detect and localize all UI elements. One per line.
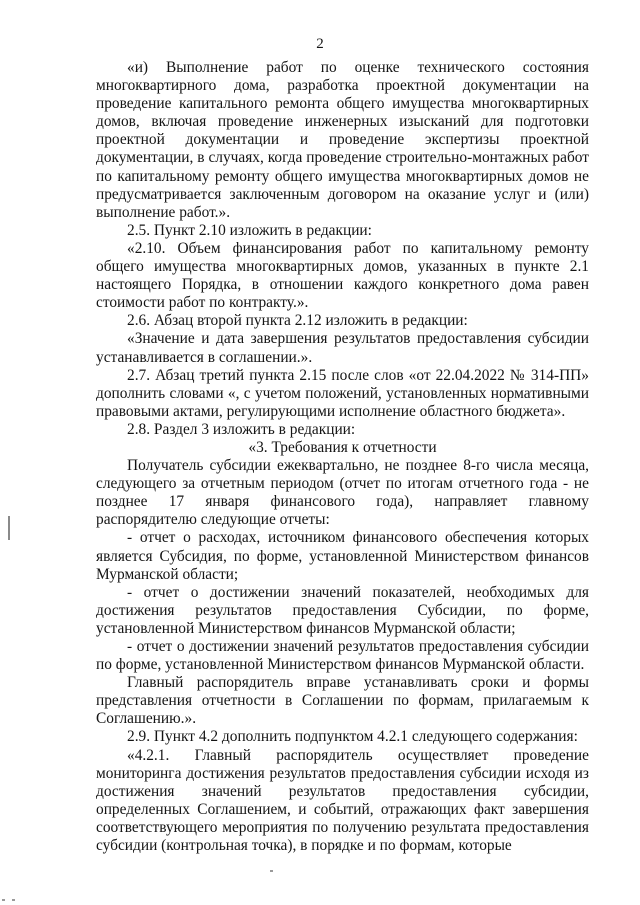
paragraph-item-i: «и) Выполнение работ по оценке технического состояния многоквартирного дома, разработка проектной документации на проведение капитального ремонта общего имущества многоквартирных домов, включая проведение инженерных изысканий для подготовки проектной документации и проведение экспертизы проектной документации, в случаях, когда проведение строительно-монтажных работ по капитальному ремонту общего имущества многоквартирных домов не предусматривается заключенным договором на оказание услуг и (или) выполнение работ.».	[96, 59, 589, 221]
scan-artifact-dot	[12, 899, 15, 901]
paragraph-2-7: 2.7. Абзац третий пункта 2.15 после слов «от 22.04.2022 № 314-ПП» дополнить словами «, с учетом положений, установленных нормативными правовыми актами, регулирующими исполнение областного бюджета».	[96, 366, 589, 420]
page-number: 2	[316, 36, 324, 52]
scan-artifact-mark	[8, 516, 10, 540]
paragraph-2-10-text: «2.10. Объем финансирования работ по капитальному ремонту общего имущества многоквартирных домов, указанных в пункте 2.1 настоящего Порядка, в отношении каждого конкретного дома равен стоимости работ по контракту.».	[96, 239, 589, 312]
paragraph-2-12-text: «Значение и дата завершения результатов предоставления субсидии устанавливается в соглашении.».	[96, 330, 589, 366]
paragraph-2-9: 2.9. Пункт 4.2 дополнить подпунктом 4.2.1 следующего содержания:	[127, 728, 578, 746]
paragraph-2-6: 2.6. Абзац второй пункта 2.12 изложить в редакции:	[127, 312, 468, 330]
list-item-expense-report: - отчет о расходах, источником финансового обеспечения которых является Субсидия, по форме, установленной Министерством финансов Мурманской области;	[96, 529, 589, 583]
document-body	[96, 59, 589, 855]
paragraph-4-2-1-text: «4.2.1. Главный распорядитель осуществляет проведение мониторинга достижения результатов предоставления субсидии исходя из достижения значений результатов предоставления субсидии, определенных Соглашением, и событий, отражающих факт завершения соответствующего мероприятия по получению результата предоставления субсидии (контрольная точка), в порядке и по формам, которые	[96, 746, 589, 855]
section-3-heading: «3. Требования к отчетности	[248, 438, 437, 456]
paragraph-main-manager: Главный распорядитель вправе устанавливать сроки и формы представления отчетности в Соглашении по формам, прилагаемым к Соглашению.».	[96, 674, 589, 728]
scan-artifact-dot	[2, 899, 5, 901]
scan-artifact-dot	[270, 870, 273, 872]
paragraph-2-8: 2.8. Раздел 3 изложить в редакции:	[127, 420, 356, 438]
list-item-results-report: - отчет о достижении значений результатов предоставления субсидии по форме, установленной Министерством финансов Мурманской области.	[96, 638, 589, 674]
list-item-indicators-report: - отчет о достижении значений показателей, необходимых для достижения результатов предоставления Субсидии, по форме, установленной Министерством финансов Мурманской области;	[96, 583, 589, 637]
paragraph-reporting-intro: Получатель субсидии ежеквартально, не позднее 8-го числа месяца, следующего за отчетным периодом (отчет по итогам отчетного года - не позднее 17 января финансового года), направляет главному распорядителю следующие отчеты:	[96, 457, 589, 529]
paragraph-2-5: 2.5. Пункт 2.10 изложить в редакции:	[127, 221, 372, 239]
